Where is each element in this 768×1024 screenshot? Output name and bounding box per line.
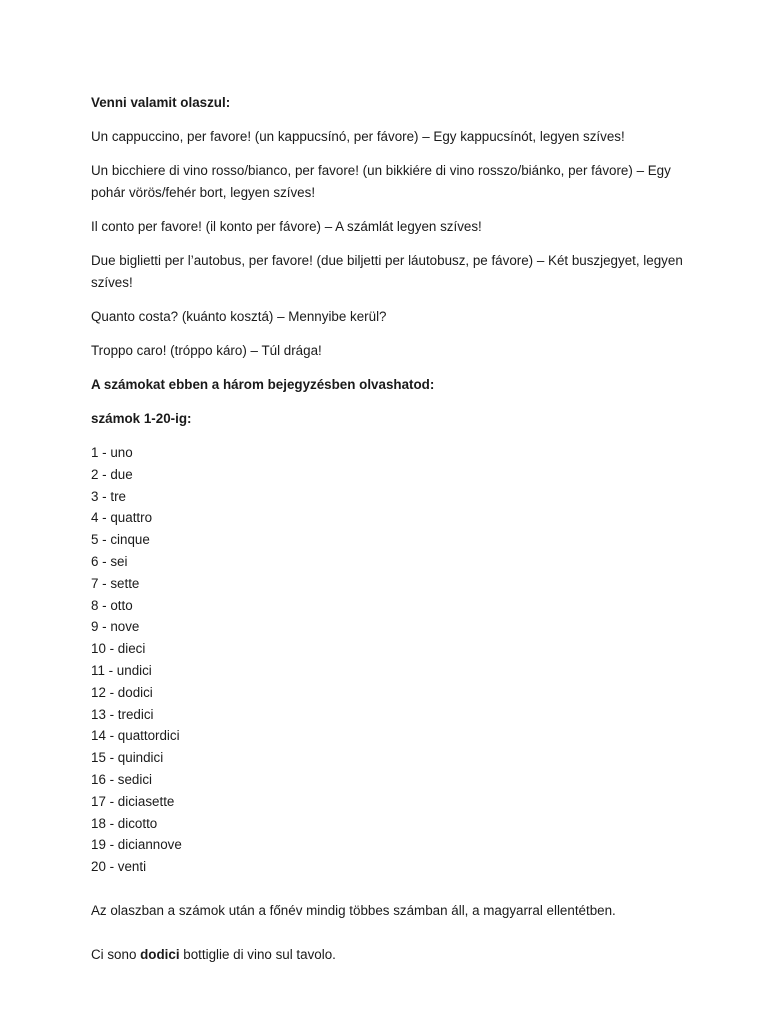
numbers-heading: számok 1-20-ig:	[91, 411, 192, 426]
list-item: 2 - due	[91, 466, 133, 482]
list-item: 20 - venti	[91, 859, 147, 875]
list-item: 7 - sette	[91, 575, 140, 591]
list-item: 3 - tre	[91, 488, 126, 504]
list-item: 6 - sei	[91, 553, 128, 569]
example-bold-number: dodici	[140, 946, 180, 962]
list-item: 8 - otto	[91, 597, 133, 613]
phrase-bus-tickets: Due biglietti per l’autobus, per favore! (due biljetti per láutobusz, pe fávore) – Két buszjegyet, legyen szíves!	[91, 253, 683, 290]
plural-note: Az olaszban a számok után a főnév mindig többes számban áll, a magyarral ellentétben.	[91, 902, 616, 918]
list-item: 13 - tredici	[91, 706, 154, 722]
phrase-price: Quanto costa? (kuánto kosztá) – Mennyibe kerül?	[91, 309, 387, 324]
list-item: 1 - uno	[91, 445, 133, 460]
list-item: 9 - nove	[91, 619, 140, 635]
list-item: 19 - diciannove	[91, 837, 182, 853]
list-item: 12 - dodici	[91, 684, 153, 700]
list-item: 5 - cinque	[91, 532, 150, 548]
list-item: 4 - quattro	[91, 510, 153, 526]
numbers-intro: A számokat ebben a három bejegyzésben olvashatod:	[91, 377, 435, 392]
list-item: 17 - diciasette	[91, 793, 175, 809]
phrase-cappuccino: Un cappuccino, per favore! (un kappucsínó, per fávore) – Egy kappucsínót, legyen szíves!	[91, 129, 625, 144]
phrase-bill: Il conto per favore! (il konto per fávore) – A számlát legyen szíves!	[91, 219, 482, 234]
document-page	[91, 92, 691, 978]
phrase-too-expensive: Troppo caro! (tróppo káro) – Túl drága!	[91, 343, 322, 358]
list-item: 14 - quattordici	[91, 728, 180, 744]
list-item: 10 - dieci	[91, 641, 146, 657]
phrase-wine: Un bicchiere di vino rosso/bianco, per favore! (un bikkiére di vino rosszo/biánko, per fávore) – Egy pohár vörös/fehér bort, legyen szíves!	[91, 163, 671, 200]
list-item: 15 - quindici	[91, 750, 164, 766]
numbers-list	[91, 442, 691, 878]
list-item: 18 - dicotto	[91, 815, 158, 831]
list-item: 11 - undici	[91, 662, 152, 678]
section-heading: Venni valamit olaszul:	[91, 95, 231, 110]
example-sentence	[91, 944, 691, 966]
example-text-before: Ci sono	[91, 946, 141, 962]
example-text-after: bottiglie di vino sul tavolo.	[179, 946, 336, 962]
list-item: 16 - sedici	[91, 771, 153, 787]
